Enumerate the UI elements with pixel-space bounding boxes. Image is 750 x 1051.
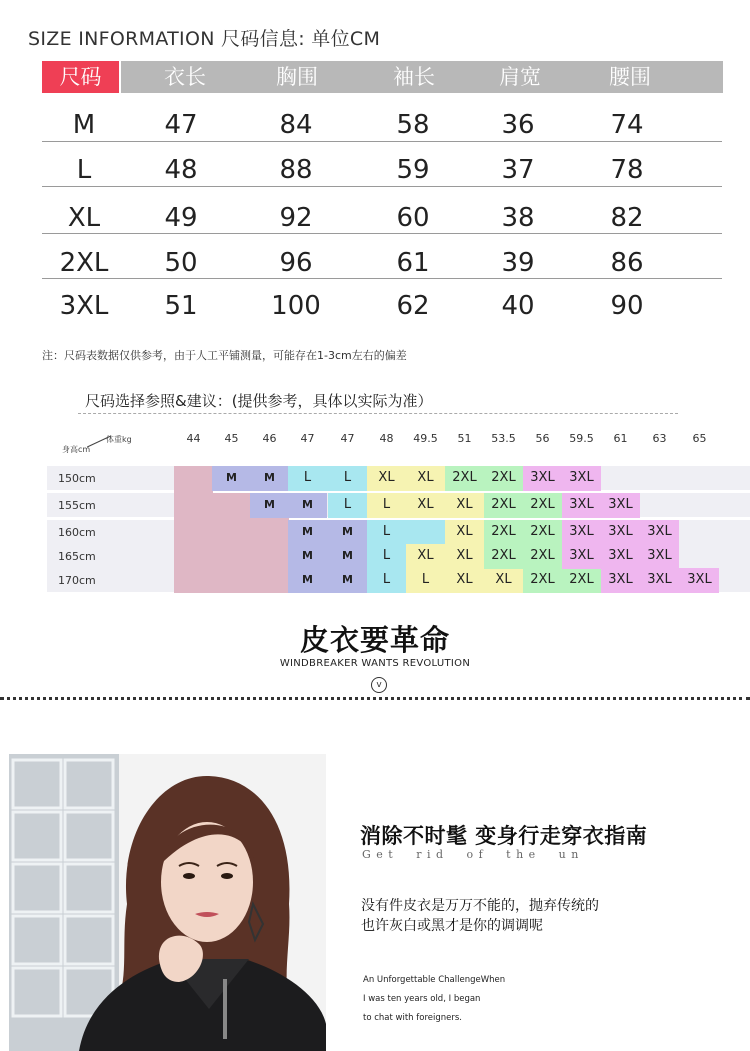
value-cell: 100 — [271, 291, 321, 321]
recommended-size: 2XL — [530, 524, 555, 539]
recommended-size: M — [226, 471, 237, 484]
size-note: 注：尺码表数据仅供参考，由于人工平铺测量，可能存在1-3cm左右的偏差 — [42, 349, 407, 362]
value-cell: 50 — [164, 248, 198, 278]
recommended-size: M — [302, 525, 313, 538]
chevron-down-icon: v — [371, 677, 387, 693]
weight-tick-label: 56 — [535, 432, 550, 445]
weight-tick-label: 51 — [457, 432, 472, 445]
recommended-size: 2XL — [530, 497, 555, 512]
recommended-size: XL — [456, 572, 473, 587]
recommended-size: 2XL — [491, 548, 516, 563]
recommended-size: L — [382, 524, 391, 539]
recommended-size: XL — [378, 470, 395, 485]
recommended-size: XL — [417, 470, 434, 485]
corner-height-label: 身高cm — [62, 445, 91, 454]
recommended-size: XL — [495, 572, 512, 587]
value-cell: 38 — [501, 203, 535, 233]
recommended-size: 2XL — [569, 572, 594, 587]
recommended-size: XL — [456, 497, 473, 512]
recommended-size: 2XL — [530, 548, 555, 563]
feature-english-line: I was ten years old, I began — [363, 994, 481, 1004]
recommended-size: L — [382, 572, 391, 587]
size-color-block — [406, 520, 445, 545]
value-cell: 86 — [610, 248, 644, 278]
recommended-size: XL — [417, 548, 434, 563]
recommended-size: L — [382, 497, 391, 512]
height-label: 155cm — [58, 499, 96, 512]
size-cell: L — [76, 155, 92, 185]
weight-tick-label: 49.5 — [413, 432, 438, 445]
recommended-size: 3XL — [530, 470, 555, 485]
value-cell: 47 — [164, 110, 198, 140]
recommended-size: 3XL — [647, 572, 672, 587]
size-cell: XL — [67, 203, 101, 233]
value-cell: 40 — [501, 291, 535, 321]
recommended-size: 3XL — [647, 548, 672, 563]
recommended-size: L — [343, 470, 352, 485]
weight-tick-label: 63 — [652, 432, 667, 445]
recommended-size: L — [303, 470, 312, 485]
feature-english-line: to chat with foreigners. — [363, 1013, 463, 1023]
value-cell: 62 — [396, 291, 430, 321]
value-cell: 36 — [501, 110, 535, 140]
size-color-block — [174, 466, 213, 593]
recommended-size: XL — [456, 524, 473, 539]
slogan-subtitle: WINDBREAKER WANTS REVOLUTION — [279, 658, 471, 669]
value-cell: 39 — [501, 248, 535, 278]
height-label: 160cm — [58, 526, 96, 539]
dotted-divider — [0, 697, 750, 700]
size-cell: 3XL — [59, 291, 109, 321]
recommended-size: M — [302, 549, 313, 562]
recommended-size: XL — [417, 497, 434, 512]
value-cell: 92 — [279, 203, 313, 233]
value-cell: 78 — [610, 155, 644, 185]
value-cell: 51 — [164, 291, 198, 321]
weight-tick-label: 48 — [379, 432, 394, 445]
weight-tick-label: 45 — [224, 432, 239, 445]
header-size: 尺码 — [59, 65, 102, 89]
value-cell: 84 — [279, 110, 313, 140]
recommended-size: M — [302, 498, 313, 511]
recommended-size: 3XL — [608, 497, 633, 512]
weight-tick-label: 44 — [186, 432, 201, 445]
recommended-size: L — [421, 572, 430, 587]
recommended-size: M — [302, 573, 313, 586]
value-cell: 37 — [501, 155, 535, 185]
recommended-size: 2XL — [491, 497, 516, 512]
recommended-size: M — [342, 549, 353, 562]
recommended-size: M — [264, 471, 275, 484]
recommended-size: 3XL — [608, 524, 633, 539]
header-length: 衣长 — [164, 65, 206, 89]
recommended-size: 2XL — [491, 470, 516, 485]
value-cell: 60 — [396, 203, 430, 233]
value-cell: 96 — [279, 248, 313, 278]
weight-tick-label: 46 — [262, 432, 277, 445]
size-cell: 2XL — [59, 248, 109, 278]
recommend-underline — [78, 413, 678, 414]
weight-tick-label: 59.5 — [569, 432, 594, 445]
weight-tick-label: 61 — [613, 432, 628, 445]
header-chest: 胸围 — [276, 65, 318, 89]
weight-tick-label: 47 — [300, 432, 315, 445]
header-sleeve: 袖长 — [393, 65, 435, 89]
value-cell: 59 — [396, 155, 430, 185]
value-cell: 49 — [164, 203, 198, 233]
height-label: 165cm — [58, 550, 96, 563]
feature-paragraph-line: 没有件皮衣是万万不能的，抛弃传统的 — [361, 898, 599, 914]
value-cell: 82 — [610, 203, 644, 233]
feature-heading: 消除不时髦 变身行走穿衣指南 — [360, 824, 648, 848]
recommended-size: 3XL — [608, 572, 633, 587]
weight-tick-label: 53.5 — [491, 432, 516, 445]
value-cell: 61 — [396, 248, 430, 278]
corner-weight-label: 体重kg — [106, 435, 132, 444]
recommended-size: M — [342, 525, 353, 538]
value-cell: 74 — [610, 110, 644, 140]
feature-subheading: G e t r i d o f t h e u n — [362, 848, 580, 861]
size-cell: M — [72, 110, 96, 140]
height-label: 150cm — [58, 472, 96, 485]
header-shoulder: 肩宽 — [499, 65, 541, 89]
model-photo — [9, 754, 326, 1051]
recommended-size: 2XL — [530, 572, 555, 587]
slogan-title: 皮衣要革命 — [299, 623, 450, 657]
feature-english-line: An Unforgettable ChallengeWhen — [363, 975, 506, 985]
recommended-size: 3XL — [569, 524, 594, 539]
weight-tick-label: 65 — [692, 432, 707, 445]
recommended-size: 3XL — [647, 524, 672, 539]
recommended-size: 3XL — [569, 548, 594, 563]
recommended-size: M — [342, 573, 353, 586]
recommended-size: L — [343, 497, 352, 512]
feature-paragraph — [361, 896, 599, 936]
value-cell: 48 — [164, 155, 198, 185]
height-label: 170cm — [58, 574, 96, 587]
recommend-title: 尺码选择参照&建议：(提供参考，具体以实际为准） — [85, 392, 433, 410]
value-cell: 58 — [396, 110, 430, 140]
recommended-size: XL — [456, 548, 473, 563]
size-info-title: SIZE INFORMATION 尺码信息: 单位CM — [28, 28, 381, 50]
recommended-size: 3XL — [608, 548, 633, 563]
header-waist: 腰围 — [609, 65, 651, 89]
recommended-size: 2XL — [491, 524, 516, 539]
value-cell: 90 — [610, 291, 644, 321]
weight-tick-label: 47 — [340, 432, 355, 445]
feature-paragraph-line: 也许灰白或黑才是你的调调呢 — [361, 918, 543, 934]
recommended-size: 3XL — [569, 497, 594, 512]
recommended-size: 3XL — [569, 470, 594, 485]
recommended-size: 2XL — [452, 470, 477, 485]
recommended-size: L — [382, 548, 391, 563]
recommended-size: M — [264, 498, 275, 511]
recommended-size: 3XL — [687, 572, 712, 587]
value-cell: 88 — [279, 155, 313, 185]
